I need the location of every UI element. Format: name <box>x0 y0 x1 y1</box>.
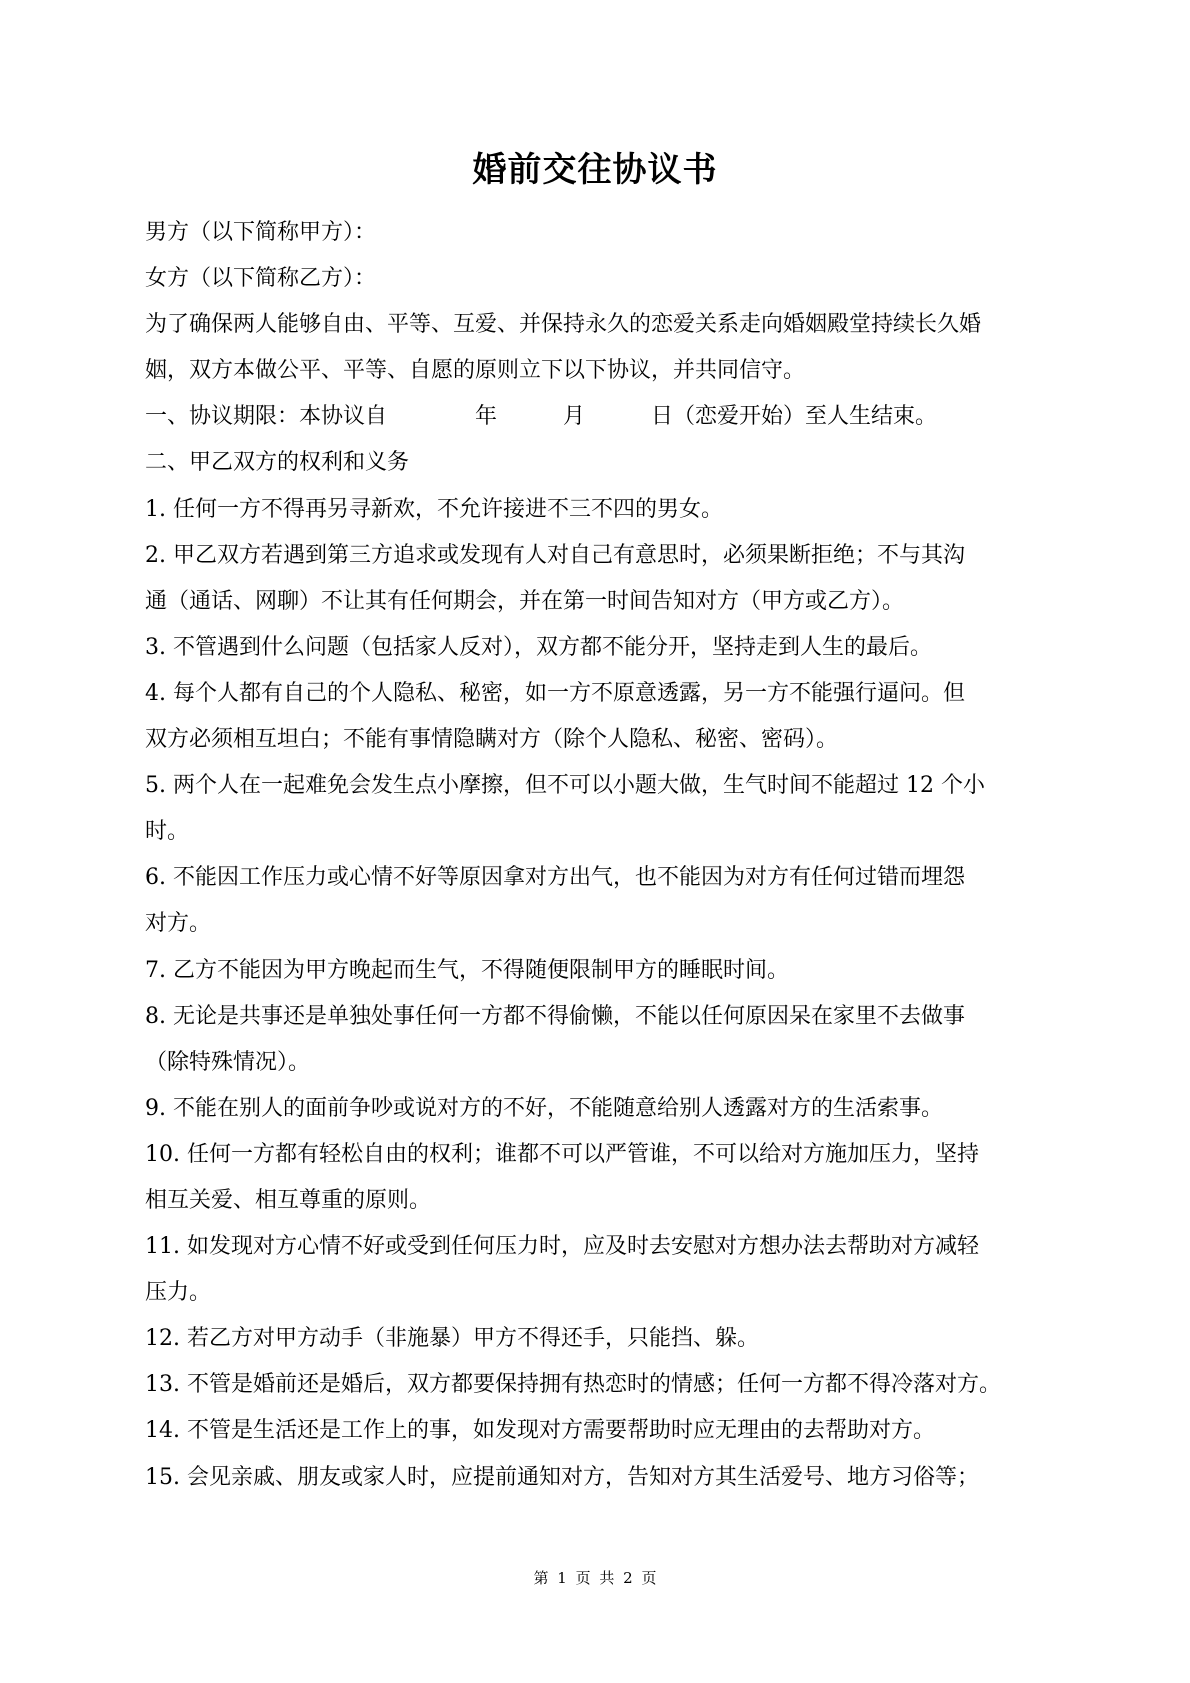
document-title: 婚前交往协议书 <box>472 150 718 190</box>
page-number-footer: 第 1 页 共 2 页 <box>533 1569 657 1587</box>
clause-8-line-2: （除特殊情况）。 <box>145 1049 311 1075</box>
clause-6-line-2: 对方。 <box>145 911 212 937</box>
clause-7: 7. 乙方不能因为甲方晚起而生气，不得随便限制甲方的睡眠时间。 <box>145 957 789 983</box>
clause-5-line-1: 5. 两个人在一起难免会发生点小摩擦，但不可以小题大做，生气时间不能超过 12 个小 <box>145 773 985 799</box>
clause-5-line-2: 时。 <box>145 819 190 845</box>
section-1-term: 一、协议期限：本协议自 年 月 日（恋爱开始）至人生结束。 <box>145 404 938 430</box>
clause-10-line-2: 相互关爱、相互尊重的原则。 <box>145 1187 432 1213</box>
document-body <box>145 210 1060 1501</box>
clause-13: 13. 不管是婚前还是婚后，双方都要保持拥有热恋时的情感；任何一方都不得冷落对方。 <box>145 1372 1001 1398</box>
clause-2-line-2: 通（通话、网聊）不让其有任何期会，并在第一时间告知对方（甲方或乙方）。 <box>145 588 905 614</box>
clause-2-line-1: 2. 甲乙双方若遇到第三方追求或发现有人对自己有意思时，必须果断拒绝；不与其沟 <box>145 542 965 568</box>
preamble-line-2: 姻，双方本做公平、平等、自愿的原则立下以下协议，并共同信守。 <box>145 358 806 384</box>
clause-1: 1. 任何一方不得再另寻新欢，不允许接进不三不四的男女。 <box>145 496 723 522</box>
clause-4-line-2: 双方必须相互坦白；不能有事情隐瞒对方（除个人隐私、秘密、密码）。 <box>145 727 839 753</box>
clause-8-line-1: 8. 无论是共事还是单独处事任何一方都不得偷懒，不能以任何原因呆在家里不去做事 <box>145 1003 965 1029</box>
clause-12: 12. 若乙方对甲方动手（非施暴）甲方不得还手，只能挡、躲。 <box>145 1326 759 1352</box>
clause-15: 15. 会见亲戚、朋友或家人时，应提前通知对方，告知对方其生活爱号、地方习俗等； <box>145 1464 979 1490</box>
party-a-line: 男方（以下简称甲方）： <box>145 220 377 245</box>
party-b-line: 女方（以下简称乙方）： <box>145 266 377 292</box>
clause-10-line-1: 10. 任何一方都有轻松自由的权利；谁都不可以严管谁，不可以给对方施加压力，坚持 <box>145 1141 979 1167</box>
clause-6-line-1: 6. 不能因工作压力或心情不好等原因拿对方出气，也不能因为对方有任何过错而埋怨 <box>145 865 965 891</box>
clause-11-line-2: 压力。 <box>145 1280 212 1306</box>
clause-11-line-1: 11. 如发现对方心情不好或受到任何压力时，应及时去安慰对方想办法去帮助对方减轻 <box>145 1234 979 1260</box>
clause-4-line-1: 4. 每个人都有自己的个人隐私、秘密，如一方不原意透露，另一方不能强行逼问。但 <box>145 680 965 706</box>
clause-3: 3. 不管遇到什么问题（包括家人反对），双方都不能分开，坚持走到人生的最后。 <box>145 634 932 660</box>
clause-9: 9. 不能在别人的面前争吵或说对方的不好，不能随意给别人透露对方的生活索事。 <box>145 1095 943 1121</box>
section-2-heading: 二、甲乙双方的权利和义务 <box>145 450 410 476</box>
clause-14: 14. 不管是生活还是工作上的事，如发现对方需要帮助时应无理由的去帮助对方。 <box>145 1418 935 1444</box>
preamble-line-1: 为了确保两人能够自由、平等、互爱、并保持永久的恋爱关系走向婚姻殿堂持续长久婚 <box>145 312 982 338</box>
